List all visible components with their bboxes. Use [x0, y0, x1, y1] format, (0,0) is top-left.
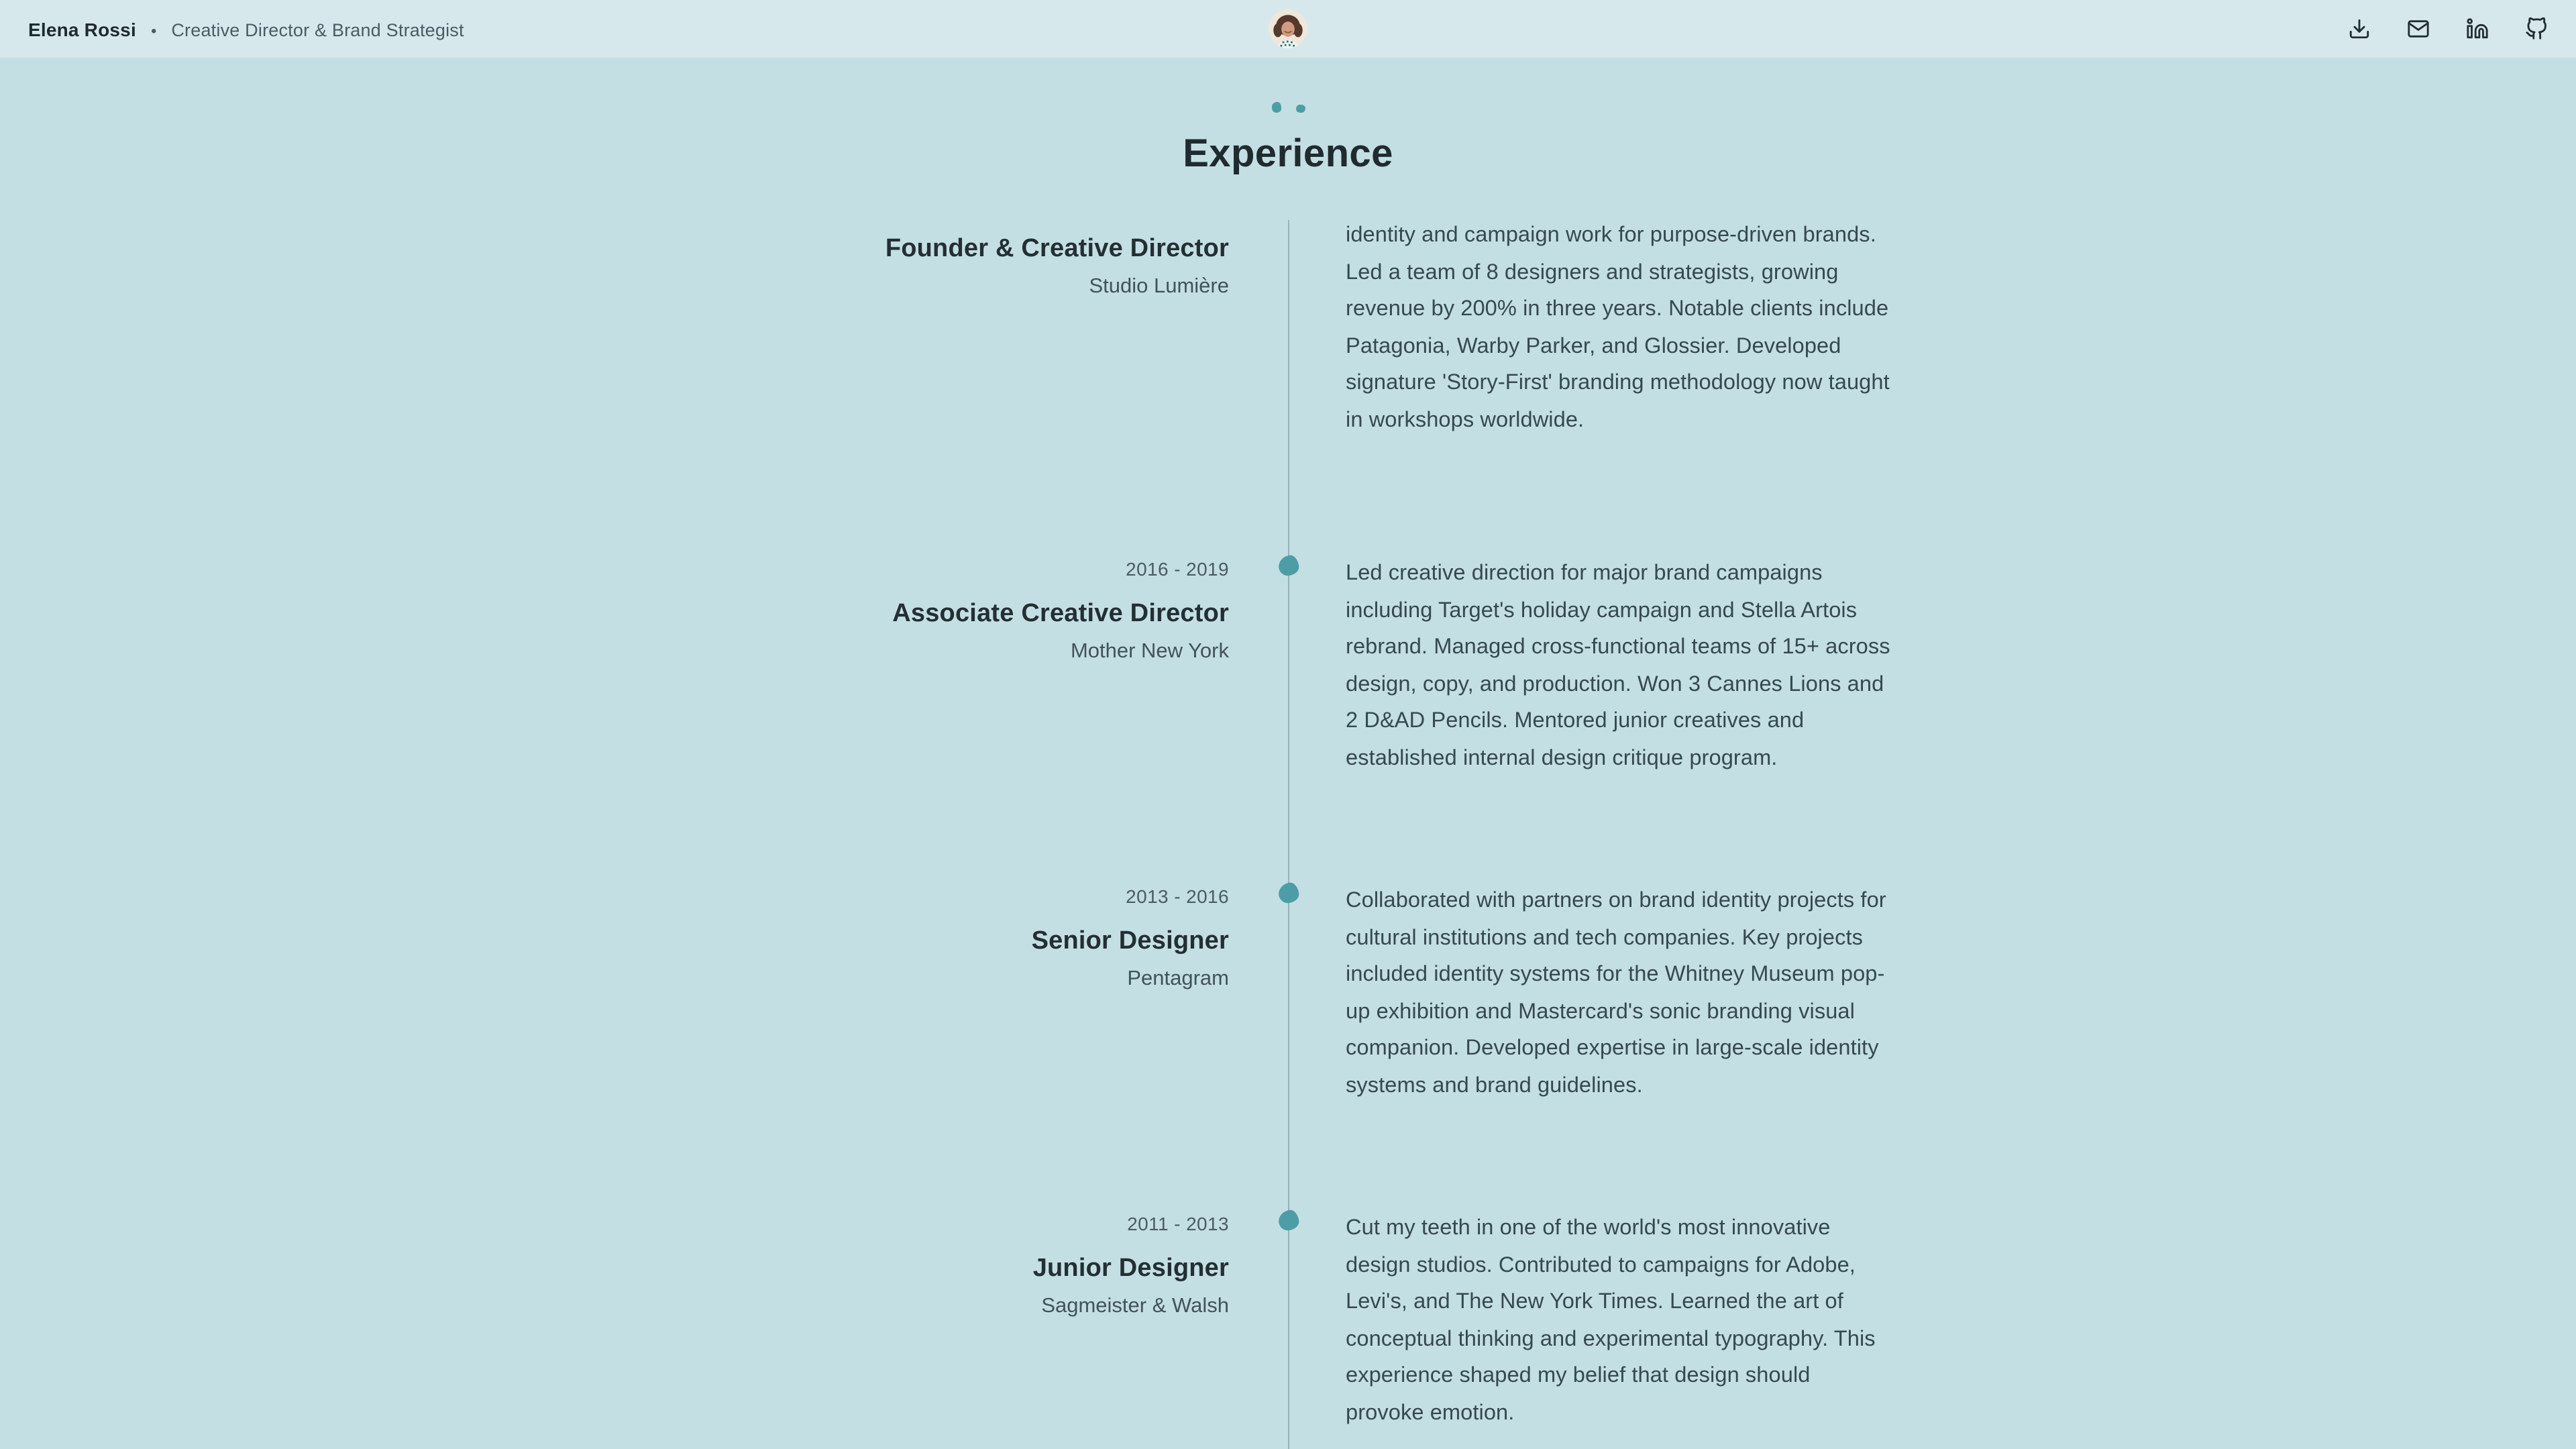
site-header	[0, 0, 2576, 58]
section-decorative-dots	[0, 102, 2576, 113]
entry-description: Cut my teeth in one of the world's most innovative design studios. Contributed to campaigns for Adobe, Levi's, and The New York Times. Learned the art of conceptual thinking and experimental typography. This experience shaped my belief that design should provoke emotion.	[1346, 1216, 1876, 1425]
entry-title: Associate Creative Director	[892, 600, 1229, 628]
linkedin-icon	[2466, 17, 2489, 40]
linkedin-button[interactable]	[2466, 17, 2489, 40]
entry-company: Mother New York	[1070, 640, 1229, 663]
entry-company: Sagmeister & Walsh	[1041, 1295, 1229, 1318]
entry-period: 2013 - 2016	[1126, 885, 1229, 907]
entry-description: identity and campaign work for purpose-driven brands. Led a team of 8 designers and strategists, growing revenue by 200% in three years. Notable clients include Patagonia, Warby Parker, and Glossier. Developed signature 'Story-First' branding methodology now taught in workshops worldwide.	[1346, 223, 1890, 432]
email-button[interactable]	[2407, 17, 2430, 40]
entry-title: Junior Designer	[1032, 1254, 1229, 1283]
teal-dot-icon	[1296, 104, 1305, 113]
timeline-dot-icon	[1277, 1209, 1299, 1232]
entry-period: 2016 - 2019	[1126, 558, 1229, 580]
header-separator-dot: •	[150, 21, 157, 40]
timeline-dot-icon	[1277, 881, 1299, 904]
header-identity	[28, 18, 464, 40]
entry-description: Collaborated with partners on brand identity projects for cultural institutions and tech companies. Key projects included identity systems for the Whitney Museum pop-up exhibition and Mastercard's sonic branding visual companion. Developed expertise in large-scale identity systems and brand guidelines.	[1346, 888, 1886, 1097]
avatar-illustration	[1269, 9, 1307, 48]
download-icon	[2348, 17, 2371, 40]
entry-description: Led creative direction for major brand campaigns including Target's holiday campaign and Stella Artois rebrand. Managed cross-functional teams of 15+ across design, copy, and production. Won 3 Cannes Lions and 2 D&AD Pencils. Mentored junior creatives and established internal design critique program.	[1346, 561, 1890, 770]
header-actions	[2348, 17, 2548, 40]
section-title: Experience	[1183, 133, 1393, 176]
entry-title: Founder & Creative Director	[885, 235, 1229, 263]
github-icon	[2525, 17, 2548, 40]
entry-title: Senior Designer	[1031, 927, 1229, 955]
download-button[interactable]	[2348, 17, 2371, 40]
github-button[interactable]	[2525, 17, 2548, 40]
entry-meta	[585, 1210, 1229, 1322]
teal-dot-icon	[1271, 102, 1281, 112]
entry-company: Pentagram	[1127, 967, 1229, 990]
header-name: Elena Rossi	[28, 18, 136, 40]
entry-meta	[585, 883, 1229, 994]
entry-meta	[585, 555, 1229, 667]
header-subtitle: Creative Director & Brand Strategist	[171, 19, 464, 40]
entry-company: Studio Lumière	[1089, 275, 1229, 298]
avatar[interactable]	[1269, 9, 1307, 48]
entry-period: 2011 - 2013	[1127, 1213, 1229, 1234]
entry-meta	[585, 231, 1229, 302]
mail-icon	[2407, 17, 2430, 40]
timeline-dot-icon	[1277, 554, 1299, 577]
